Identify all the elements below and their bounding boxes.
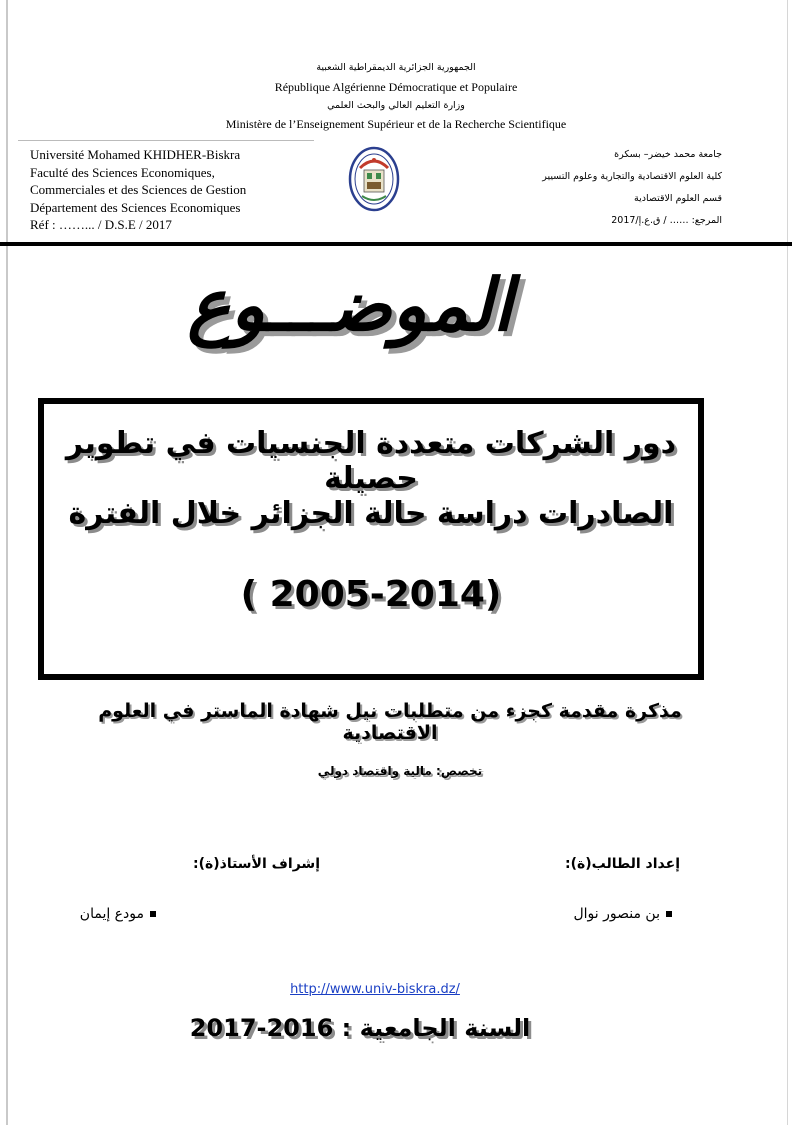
department-name-fr: Département des Sciences Economiques bbox=[30, 199, 241, 215]
ministry-arabic: وزارة التعليم العالي والبحث العلمي bbox=[327, 100, 465, 111]
specialty-label: تخصص: مالية واقتصاد دولي bbox=[317, 764, 483, 778]
university-name-fr: Université Mohamed KHIDHER-Biskra bbox=[30, 147, 241, 162]
thesis-requirement-note: مذكرة مقدمة كجزء من متطلبات نيل شهادة الماستر في العلوم الاقتصادية bbox=[98, 700, 682, 744]
student-name bbox=[573, 906, 672, 922]
ministry-french: Ministère de l’Enseignement Supérieur et de la Recherche Scientifique bbox=[225, 117, 567, 131]
academic-year: السنة الجامعية : 2016-2017 bbox=[189, 1014, 531, 1042]
reference-fr: Réf : ……... / D.S.E / 2017 bbox=[30, 217, 172, 232]
header-bottom-rule bbox=[0, 242, 792, 246]
republic-arabic: الجمهورية الجزائرية الديمقراطية الشعبية bbox=[316, 62, 476, 73]
subject-heading: الموضـــوع bbox=[187, 262, 513, 347]
header-divider bbox=[18, 140, 314, 141]
university-website-link[interactable]: http://www.univ-biskra.dz/ bbox=[290, 982, 460, 997]
faculty-name-ar: كلية العلوم الاقتصادية والتجارية وعلوم التسيير bbox=[542, 171, 722, 182]
faculty-name-fr-2: Commerciales et des Sciences de Gestion bbox=[30, 182, 247, 197]
faculty-name-fr-1: Faculté des Sciences Economiques, bbox=[30, 164, 215, 180]
university-seal-icon bbox=[348, 146, 400, 212]
thesis-title-line-2: الصادرات دراسة حالة الجزائر خلال الفترة bbox=[68, 496, 674, 531]
bullet-icon bbox=[150, 911, 156, 917]
institution-arabic bbox=[422, 144, 722, 232]
page-edge-left bbox=[6, 0, 8, 1125]
student-name-text: بن منصور نوال bbox=[573, 906, 660, 922]
department-name-ar: قسم العلوم الاقتصادية bbox=[634, 193, 722, 204]
page-edge-right bbox=[787, 0, 788, 1125]
university-name-ar: جامعة محمد خيضر– بسكرة bbox=[614, 149, 722, 160]
institution-french bbox=[30, 146, 330, 234]
reference-ar: المرجع: …… / ق.ع.إ/2017 bbox=[611, 215, 722, 226]
supervisor-name bbox=[80, 906, 156, 922]
thesis-title-period: ( 2005-2014) bbox=[240, 574, 502, 615]
bullet-icon bbox=[666, 911, 672, 917]
prepared-by-label: إعداد الطالب(ة): bbox=[565, 856, 680, 872]
supervisor-label: إشراف الأستاذ(ة): bbox=[192, 856, 320, 872]
republic-french: République Algérienne Démocratique et Populaire bbox=[274, 80, 518, 94]
thesis-title-box bbox=[38, 398, 704, 680]
thesis-title-line-1: دور الشركات متعددة الجنسيات في تطوير حصيلة bbox=[65, 426, 677, 496]
supervisor-name-text: مودع إيمان bbox=[79, 906, 144, 922]
